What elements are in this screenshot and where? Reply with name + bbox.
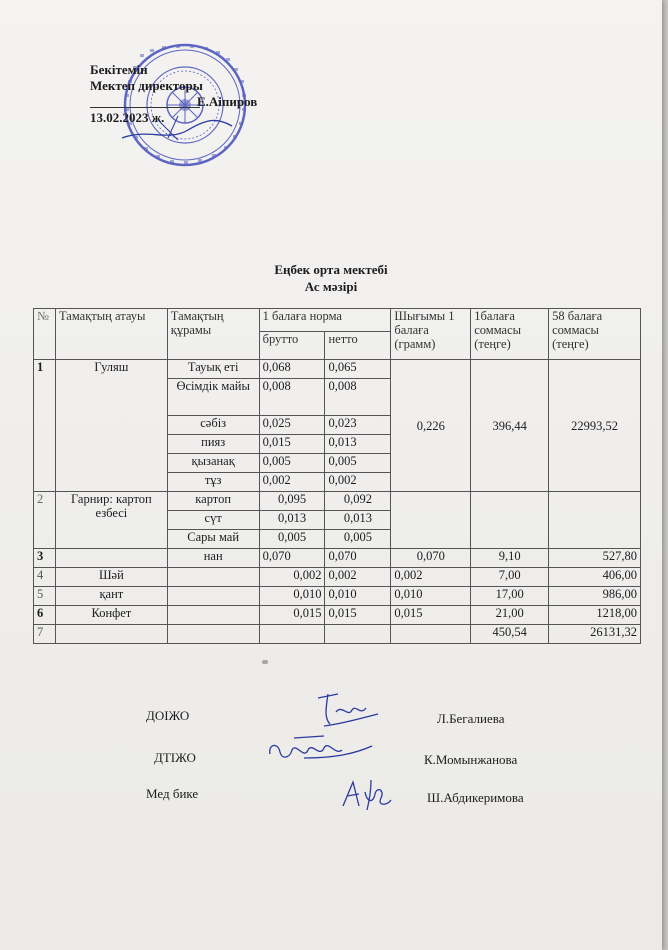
net-value: 0,008 xyxy=(325,379,391,416)
net-value: 0,005 xyxy=(325,530,391,549)
total-cost-58: 26131,32 xyxy=(549,625,641,644)
director-position: Мектеп директоры xyxy=(90,78,203,93)
gross-value: 0,025 xyxy=(259,416,325,435)
consumption-value: 0,002 xyxy=(391,568,471,587)
ingredient xyxy=(167,606,259,625)
consumption-value: 0,070 xyxy=(391,549,471,568)
approval-label: Бекітемін xyxy=(90,62,148,77)
net-value: 0,002 xyxy=(325,473,391,492)
table-row xyxy=(34,492,641,511)
ingredient: сәбіз xyxy=(167,416,259,435)
row-num: 5 xyxy=(34,587,56,606)
menu-title: Ас мәзірі xyxy=(304,279,358,294)
signature-name: К.Момынжанова xyxy=(424,752,518,767)
total-cost-one: 450,54 xyxy=(471,625,549,644)
dish-name: Шәй xyxy=(55,568,167,587)
signature-mark xyxy=(312,688,382,732)
ingredient: картоп xyxy=(167,492,259,511)
signature-mark xyxy=(264,730,376,770)
consumption-value: 0,226 xyxy=(391,360,471,492)
school-title: Еңбек орта мектебі xyxy=(274,262,388,277)
net-value: 0,070 xyxy=(325,549,391,568)
ingredient: қызанақ xyxy=(167,454,259,473)
gross-value: 0,005 xyxy=(259,454,325,473)
cost-one-value: 21,00 xyxy=(471,606,549,625)
net-value: 0,015 xyxy=(325,606,391,625)
dish-name: қант xyxy=(55,587,167,606)
table-row xyxy=(34,606,641,625)
cost-one-value: 9,10 xyxy=(471,549,549,568)
ingredient: нан xyxy=(167,549,259,568)
cost-one-value: 7,00 xyxy=(471,568,549,587)
cost-58-value: 986,00 xyxy=(549,587,641,606)
dish-name: Конфет xyxy=(55,606,167,625)
signature-role: ДОІЖО xyxy=(146,708,190,723)
net-value: 0,023 xyxy=(325,416,391,435)
signature-name: Л.Бегалиева xyxy=(437,711,505,726)
row-num: 7 xyxy=(34,625,56,644)
row-num: 2 xyxy=(34,492,56,549)
net-value: 0,002 xyxy=(325,568,391,587)
header-norm: 1 балаға норма xyxy=(259,309,391,332)
row-num: 1 xyxy=(34,360,56,492)
ingredient: тұз xyxy=(167,473,259,492)
gross-value: 0,002 xyxy=(259,473,325,492)
ingredient: Тауық еті xyxy=(167,360,259,379)
header-composition: Тамақтың құрамы xyxy=(167,309,259,360)
table-row xyxy=(34,360,641,379)
net-value: 0,005 xyxy=(325,454,391,473)
gross-value: 0,068 xyxy=(259,360,325,379)
table-row-total xyxy=(34,625,641,644)
approval-date: 13.02.2023 ж. xyxy=(90,110,165,125)
net-value: 0,013 xyxy=(325,435,391,454)
header-cost-58: 58 балаға соммасы (теңге) xyxy=(549,309,641,360)
gross-value: 0,015 xyxy=(259,606,325,625)
ink-spot xyxy=(262,660,268,664)
signature-role: Мед бике xyxy=(146,786,199,801)
ingredient xyxy=(167,568,259,587)
cost-58-value: 1218,00 xyxy=(549,606,641,625)
cost-58-value: 406,00 xyxy=(549,568,641,587)
header-gross: брутто xyxy=(259,332,325,360)
director-signature xyxy=(118,108,238,148)
net-value: 0,010 xyxy=(325,587,391,606)
dish-name xyxy=(55,549,167,568)
gross-value: 0,015 xyxy=(259,435,325,454)
table-header-row xyxy=(34,309,641,332)
dish-name: Гарнир: картоп езбесі xyxy=(55,492,167,549)
header-dish: Тамақтың атауы xyxy=(55,309,167,360)
table-row xyxy=(34,587,641,606)
net-value: 0,065 xyxy=(325,360,391,379)
consumption-empty xyxy=(391,492,471,549)
ingredient: сүт xyxy=(167,511,259,530)
cost-one-value: 17,00 xyxy=(471,587,549,606)
header-net: нетто xyxy=(325,332,391,360)
signature-role: ДТІЖО xyxy=(154,750,196,765)
menu-table xyxy=(33,308,641,644)
cost-58-empty xyxy=(549,492,641,549)
net-value: 0,013 xyxy=(325,511,391,530)
gross-value: 0,095 xyxy=(259,492,325,511)
gross-value: 0,010 xyxy=(259,587,325,606)
header-num: № xyxy=(34,309,56,360)
header-cost-one: 1балаға соммасы (теңге) xyxy=(471,309,549,360)
ingredient: пияз xyxy=(167,435,259,454)
signature-mark xyxy=(337,776,393,812)
ingredient xyxy=(167,587,259,606)
consumption-value: 0,015 xyxy=(391,606,471,625)
row-num: 4 xyxy=(34,568,56,587)
cost-58-value: 22993,52 xyxy=(549,360,641,492)
row-num: 3 xyxy=(34,549,56,568)
gross-value: 0,070 xyxy=(259,549,325,568)
gross-value: 0,002 xyxy=(259,568,325,587)
dish-name: Гуляш xyxy=(55,360,167,492)
header-consumption: Шығымы 1 балаға (грамм) xyxy=(391,309,471,360)
net-value: 0,092 xyxy=(325,492,391,511)
table-row xyxy=(34,568,641,587)
gross-value: 0,008 xyxy=(259,379,325,416)
row-num: 6 xyxy=(34,606,56,625)
table-row xyxy=(34,549,641,568)
cost-one-value: 396,44 xyxy=(471,360,549,492)
cost-one-empty xyxy=(471,492,549,549)
ingredient: Сары май xyxy=(167,530,259,549)
director-name: Е.Аіпиров xyxy=(197,94,258,109)
gross-value: 0,013 xyxy=(259,511,325,530)
cost-58-value: 527,80 xyxy=(549,549,641,568)
signature-name: Ш.Абдикеримова xyxy=(427,790,524,805)
gross-value: 0,005 xyxy=(259,530,325,549)
consumption-value: 0,010 xyxy=(391,587,471,606)
ingredient: Өсімдік майы xyxy=(167,379,259,416)
